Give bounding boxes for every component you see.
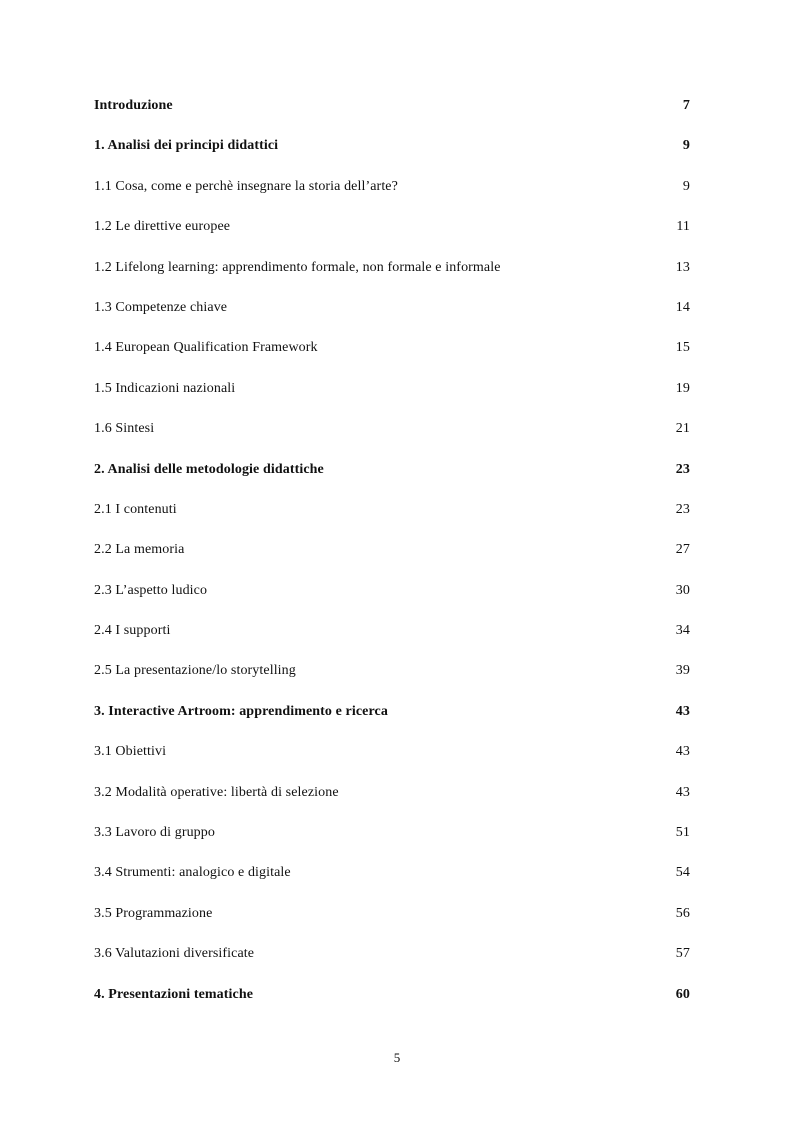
toc-section-entry[interactable] xyxy=(94,853,690,893)
toc-entry-title: 1.2 Le direttive europee xyxy=(94,219,231,235)
toc-entry-page: 34 xyxy=(675,623,690,639)
toc-entry-title: 1.5 Indicazioni nazionali xyxy=(94,380,236,396)
toc-section-entry[interactable] xyxy=(94,207,690,247)
toc-section-entry[interactable] xyxy=(94,409,690,449)
toc-entry-title: 4. Presentazioni tematiche xyxy=(94,986,254,1002)
toc-entry-page: 7 xyxy=(682,98,690,113)
toc-entry-page: 15 xyxy=(675,340,690,356)
toc-section-entry[interactable] xyxy=(94,732,690,772)
toc-entry-page: 9 xyxy=(682,178,690,194)
page-number: 5 xyxy=(393,1050,401,1065)
toc-entry-page: 56 xyxy=(675,905,690,921)
toc-chapter-entry[interactable] xyxy=(94,126,690,166)
toc-entry-title: 2.3 L’aspetto ludico xyxy=(94,582,208,598)
toc-entry-title: 3.6 Valutazioni diversificate xyxy=(94,946,255,962)
toc-entry-page: 23 xyxy=(675,461,690,477)
toc-entry-page: 23 xyxy=(675,501,690,517)
toc-entry-title: 3.2 Modalità operative: libertà di selezione xyxy=(94,784,339,800)
toc-entry-page: 57 xyxy=(675,946,690,962)
toc-entry-page: 43 xyxy=(675,744,690,760)
toc-entry-title: 1.2 Lifelong learning: apprendimento formale, non formale e informale xyxy=(94,259,501,275)
toc-entry-page: 13 xyxy=(675,259,690,275)
toc-entry-page: 43 xyxy=(675,784,690,800)
toc-entry-page: 30 xyxy=(675,582,690,598)
toc-entry-title: 1. Analisi dei principi didattici xyxy=(94,138,279,154)
toc-entry-page: 60 xyxy=(675,986,690,1002)
toc-section-entry[interactable] xyxy=(94,773,690,813)
toc-entry-title: 1.4 European Qualification Framework xyxy=(94,340,318,356)
toc-entry-title: 2.4 I supporti xyxy=(94,623,171,639)
toc-entry-page: 9 xyxy=(682,138,690,154)
toc-entry-title: Introduzione xyxy=(94,98,173,113)
toc-section-entry[interactable] xyxy=(94,611,690,651)
toc-entry-page: 21 xyxy=(675,421,690,437)
toc-section-entry[interactable] xyxy=(94,490,690,530)
toc-entry-page: 19 xyxy=(675,380,690,396)
toc-entry-page: 51 xyxy=(675,825,690,841)
toc-entry-page: 14 xyxy=(675,299,690,315)
toc-entry-page: 43 xyxy=(675,703,690,719)
toc-entry-title: 3.4 Strumenti: analogico e digitale xyxy=(94,865,291,881)
toc-entry-title: 2. Analisi delle metodologie didattiche xyxy=(94,461,324,477)
toc-entry-title: 1.6 Sintesi xyxy=(94,421,155,437)
toc-section-entry[interactable] xyxy=(94,651,690,691)
toc-section-entry[interactable] xyxy=(94,894,690,934)
toc-entry-title: 2.1 I contenuti xyxy=(94,501,177,517)
toc-section-entry[interactable] xyxy=(94,934,690,974)
toc-section-entry[interactable] xyxy=(94,813,690,853)
toc-section-entry[interactable] xyxy=(94,571,690,611)
toc-entry-title: 2.2 La memoria xyxy=(94,542,185,558)
toc-entry-page: 39 xyxy=(675,663,690,679)
toc-entry-title: 3.3 Lavoro di gruppo xyxy=(94,825,215,841)
toc-entry-page: 54 xyxy=(675,865,690,881)
toc-entry-title: 3.1 Obiettivi xyxy=(94,744,167,760)
toc-entry-title: 3. Interactive Artroom: apprendimento e ricerca xyxy=(94,703,388,719)
toc-entry-page: 27 xyxy=(675,542,690,558)
toc-chapter-entry[interactable] xyxy=(94,692,690,732)
toc-entry-title: 3.5 Programmazione xyxy=(94,905,213,921)
toc-section-entry[interactable] xyxy=(94,530,690,570)
toc-section-entry[interactable] xyxy=(94,369,690,409)
toc-chapter-entry[interactable] xyxy=(94,450,690,490)
toc-section-entry[interactable] xyxy=(94,248,690,288)
toc-section-entry[interactable] xyxy=(94,328,690,368)
toc-entry-page: 11 xyxy=(676,219,690,235)
toc-chapter-entry[interactable] xyxy=(94,975,690,1015)
toc-entry-title: 2.5 La presentazione/lo storytelling xyxy=(94,663,296,679)
toc-entry-title: 1.1 Cosa, come e perchè insegnare la storia dell’arte? xyxy=(94,178,398,194)
toc-entry-title: 1.3 Competenze chiave xyxy=(94,299,228,315)
toc-section-entry[interactable] xyxy=(94,167,690,207)
toc-chapter-entry[interactable] xyxy=(94,86,690,126)
toc-section-entry[interactable] xyxy=(94,288,690,328)
table-of-contents xyxy=(94,86,690,1015)
